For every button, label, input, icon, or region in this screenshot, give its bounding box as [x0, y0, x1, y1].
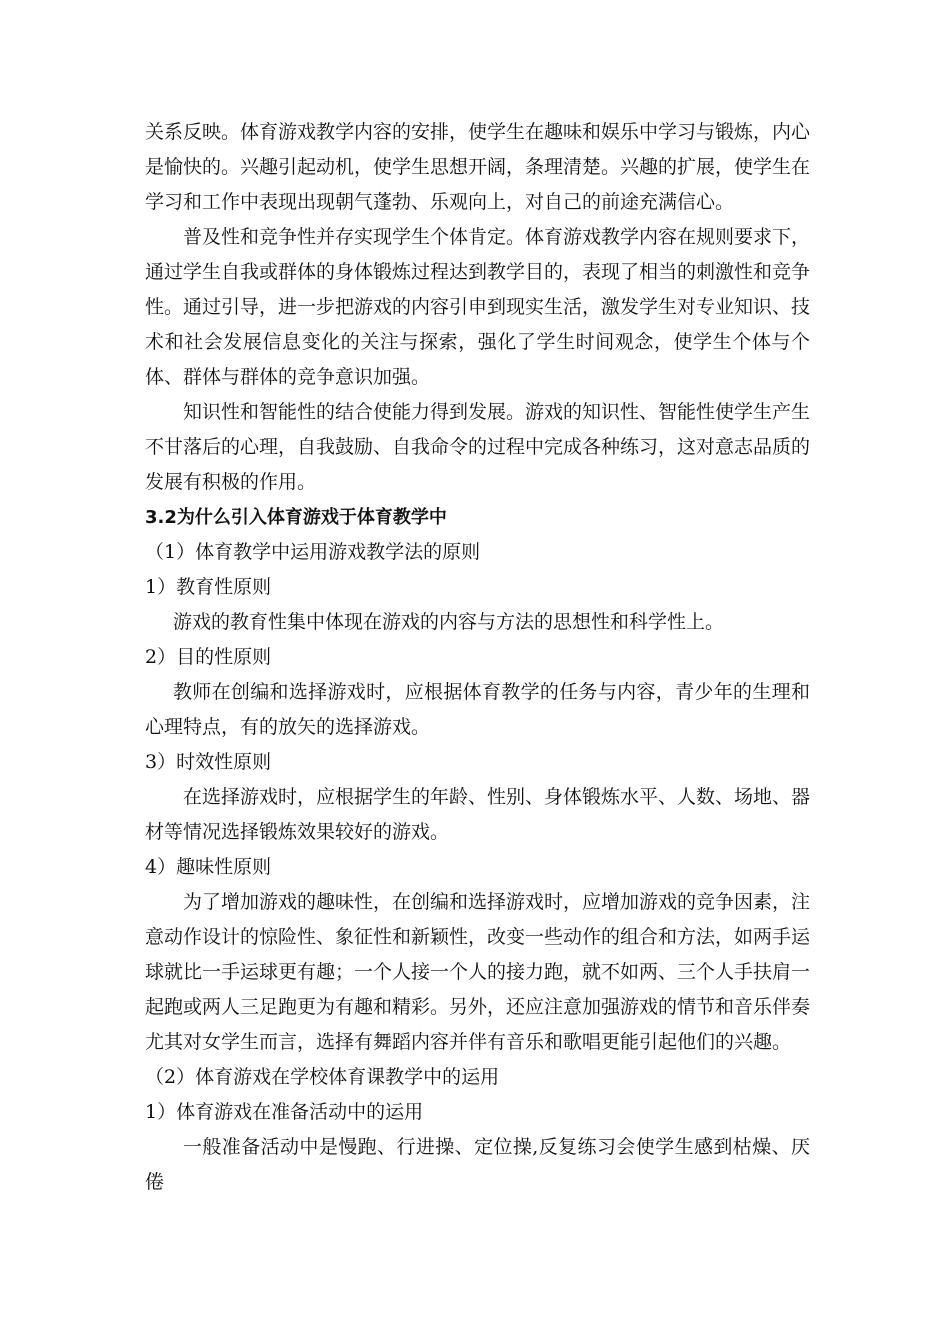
- item-title-warmup: 1）体育游戏在准备活动中的运用: [145, 1101, 424, 1123]
- document-body: [145, 115, 810, 1200]
- item-title-fun: 4）趣味性原则: [145, 856, 272, 878]
- item-text-warmup: 一般准备活动中是慢跑、行进操、定位操,反复练习会使学生感到枯燥、厌倦: [145, 1136, 810, 1193]
- paragraph-interest: 关系反映。体育游戏教学内容的安排，使学生在趣味和娱乐中学习与锻炼，内心是愉快的。兴趣引起动机，使学生思想开阔，条理清楚。兴趣的扩展，使学生在学习和工作中表现出现朝气蓬勃、乐观向上，对自己的前途充满信心。: [145, 121, 811, 213]
- paragraph-competition: 普及性和竞争性并存实现学生个体肯定。体育游戏教学内容在规则要求下，通过学生自我或群体的身体锻炼过程达到教学目的，表现了相当的刺激性和竞争性。通过引导，进一步把游戏的内容引申到现实生活，激发学生对专业知识、技术和社会发展信息变化的关注与探索，强化了学生时间观念，使学生个体与个体、群体与群体的竞争意识加强。: [145, 226, 811, 388]
- paragraph-knowledge: 知识性和智能性的结合使能力得到发展。游戏的知识性、智能性使学生产生不甘落后的心理，自我鼓励、自我命令的过程中完成各种练习，这对意志品质的发展有积极的作用。: [145, 401, 811, 493]
- subsection-principles: （1）体育教学中运用游戏教学法的原则: [145, 541, 481, 563]
- item-title-purpose: 2）目的性原则: [145, 646, 272, 668]
- item-text-educational: 游戏的教育性集中体现在游戏的内容与方法的思想性和科学性上。: [173, 611, 725, 633]
- subsection-application: （2）体育游戏在学校体育课教学中的运用: [145, 1066, 500, 1088]
- section-heading-3-2: 3.2为什么引入体育游戏于体育教学中: [145, 507, 447, 528]
- item-text-effectiveness: 在选择游戏时，应根据学生的年龄、性别、身体锻炼水平、人数、场地、器材等情况选择锻炼效果较好的游戏。: [145, 786, 811, 843]
- item-text-purpose: 教师在创编和选择游戏时，应根据体育教学的任务与内容，青少年的生理和心理特点，有的放矢的选择游戏。: [145, 681, 810, 738]
- item-title-effectiveness: 3）时效性原则: [145, 751, 272, 773]
- item-text-fun: 为了增加游戏的趣味性，在创编和选择游戏时，应增加游戏的竞争因素，注意动作设计的惊险性、象征性和新颖性，改变一些动作的组合和方法，如两手运球就比一手运球更有趣；一个人接一个人的接力跑，就不如两、三个人手扶肩一起跑或两人三足跑更为有趣和精彩。另外，还应注意加强游戏的情节和音乐伴奏尤其对女学生而言，选择有舞蹈内容并伴有音乐和歌唱更能引起他们的兴趣。: [145, 891, 811, 1053]
- item-title-educational: 1）教育性原则: [145, 576, 272, 598]
